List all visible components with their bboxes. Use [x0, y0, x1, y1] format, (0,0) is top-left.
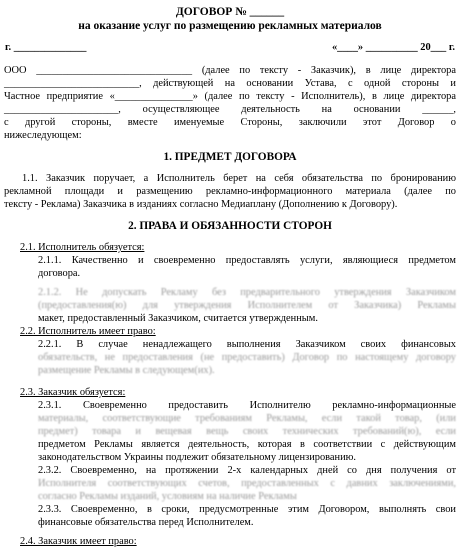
clause-line: 2.2.1. В случае ненадлежащего выполнения Заказчиком своих финансовых: [38, 339, 456, 350]
blurred-line: Исполнителя соответствующих счетов, предоставленных с давних заключениями,: [38, 478, 456, 489]
clause-2-3-2: [4, 464, 456, 503]
blurred-line: материалы, соответствующие требованиям Рекламы, если такой товар, (или: [38, 413, 456, 424]
section-2-heading: 2. ПРАВА И ОБЯЗАННОСТИ СТОРОН: [128, 220, 332, 232]
clause-line: законодательством Украины подлежит обязательному лицензированию.: [38, 452, 357, 463]
clause-line: 2.3.3. Своевременно, в сроки, предусмотренные этим Договором, выполнять свои: [38, 504, 456, 515]
blurred-line: обязательств, не предоставления (не предоставить) Договор по настоящему договору: [38, 352, 456, 363]
clause-line: 2.1.1. Качественно и своевременно предоставлять услуги, являющиеся предметом: [38, 255, 456, 266]
clause-2-1: [4, 241, 456, 254]
parties-line: с другой стороны, вместе именуемые Стороны, заключили этот Договор о: [4, 117, 456, 128]
contract-title: ДОГОВОР № ______: [175, 6, 285, 18]
clause-2-1-1: [4, 254, 456, 280]
clause-line: финансовые обязательства перед Исполнителем.: [38, 517, 254, 528]
section-1-text: [4, 172, 456, 211]
clause-line: договора.: [38, 268, 81, 279]
city-field: г. ______________: [5, 42, 87, 53]
section-1-line: 1.1. Заказчик поручает, а Исполнитель берет на себя обязательства по бронированию: [22, 173, 456, 184]
clause-2-4-title: 2.4. Заказчик имеет право:: [20, 536, 137, 547]
clause-2-3-title: 2.3. Заказчик обязуется:: [20, 387, 126, 398]
clause-line: 2.3.1. Своевременно предоставить Исполнителю рекламно-информационные: [38, 400, 456, 411]
parties-line: ООО ______________________________ (далее по тексту - Заказчик), в лице директора: [4, 65, 456, 76]
blurred-line: 2.1.2. Не допускать Рекламу без предварительного утверждения Заказчиком: [38, 287, 456, 298]
clause-line: макет, предоставленный Заказчиком, считается утвержденным.: [38, 313, 318, 324]
clause-line: предметом Рекламы является деятельность, которая в соответствии с действующим: [38, 439, 456, 450]
clause-2-3-3: [4, 503, 456, 529]
clause-2-1-title: 2.1. Исполнитель обязуется:: [20, 242, 145, 253]
date-field: «____» __________ 20___ г.: [331, 42, 455, 53]
blurred-line: предмет) товара и вещевая вещь своих технических требований(ю), если: [38, 426, 456, 437]
parties-paragraph: [4, 64, 456, 142]
clause-line: 2.3.2. Своевременно, на протяжении 2-х календарных дней со дня получения от: [38, 465, 456, 476]
clause-2-2-1: [4, 338, 456, 377]
clause-2-2-title: 2.2. Исполнитель имеет право:: [20, 326, 156, 337]
clause-2-3: [4, 386, 456, 399]
blurred-line: размещение Рекламы в следующем(их).: [38, 365, 215, 376]
parties-line: ______________________, осуществляющее деятельность на основании ______,: [4, 104, 456, 115]
clause-2-3-1: [4, 399, 456, 464]
section-1-line: рекламной площади и размещению рекламно-информационного материала (далее по: [4, 186, 456, 197]
contract-subtitle: на оказание услуг по размещению рекламных материалов: [78, 20, 382, 32]
section-1-line: тексту - Реклама) Заказчика в изданиях согласно Медиаплану (Дополнению к Договору).: [4, 199, 398, 210]
clause-2-1-2: [4, 286, 456, 325]
clause-2-2: [4, 325, 456, 338]
parties-line: нижеследующем:: [4, 130, 82, 141]
parties-line: Частное предприятие «_______________» (далее по тексту - Исполнитель), в лице директора: [4, 91, 456, 102]
clause-2-4: [4, 535, 456, 548]
blurred-line: согласно Рекламы изданий, условиям на наличие Рекламы: [38, 491, 297, 502]
place-date-line: [4, 41, 456, 54]
parties-line: __________________________, действующей на основании Устава, с одной стороны и: [4, 78, 456, 89]
section-1-heading: 1. ПРЕДМЕТ ДОГОВОРА: [163, 151, 297, 163]
blurred-line: (предоставления(ю) для утверждения Исполнителем от Заказчика) Рекламы: [38, 300, 456, 311]
